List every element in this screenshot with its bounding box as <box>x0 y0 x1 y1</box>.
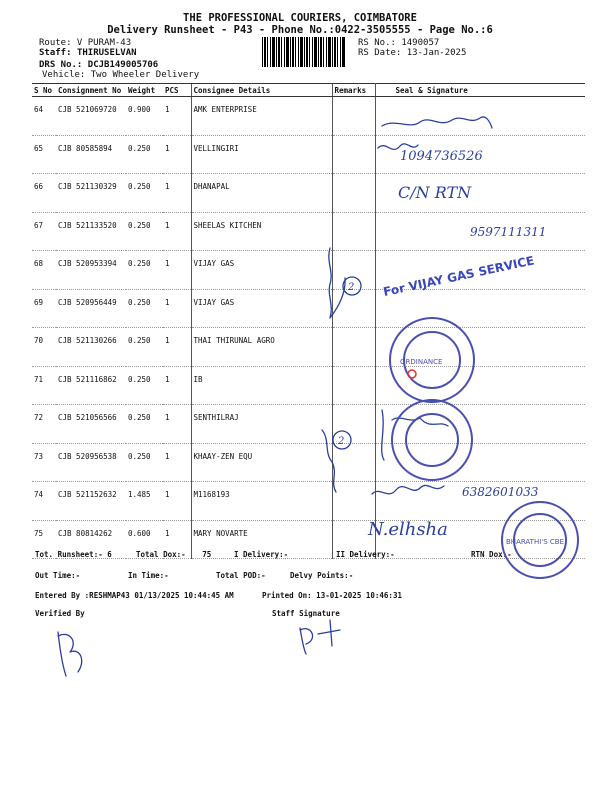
weight: 0.250 <box>126 328 163 367</box>
seal-signature <box>375 135 585 174</box>
in-time: In Time:- <box>128 571 169 580</box>
consignee: VELLINGIRI <box>191 135 332 174</box>
handwritten-phone-67: 9597111311 <box>470 225 547 239</box>
sno: 72 <box>32 405 56 444</box>
total-dox-value: 75 <box>202 550 212 559</box>
col-weight: Weight <box>126 84 163 97</box>
pcs: 1 <box>163 328 191 367</box>
seal-signature <box>375 97 585 136</box>
weight: 0.250 <box>126 251 163 290</box>
remarks <box>332 174 375 213</box>
consignee: THAI THIRUNAL AGRO <box>191 328 332 367</box>
consignment-no: CJB 521130266 <box>56 328 126 367</box>
bharathi-stamp-text: BHARATHI'S CBE <box>506 538 564 546</box>
drs-label: DRS No.: <box>39 60 83 70</box>
weight: 0.250 <box>126 366 163 405</box>
seal-signature <box>375 482 585 521</box>
seal-signature <box>375 405 585 444</box>
sno: 64 <box>32 97 56 136</box>
total-dox-label: Total Dox:- <box>136 550 186 559</box>
seal-signature <box>375 443 585 482</box>
pcs: 1 <box>163 405 191 444</box>
staff-signature: Staff Signature <box>272 609 340 618</box>
weight: 0.250 <box>126 135 163 174</box>
pcs: 1 <box>163 366 191 405</box>
out-time: Out Time:- <box>35 571 81 580</box>
handwritten-number-73: 2 <box>338 436 345 447</box>
entered-by: Entered By :RESHMAP43 01/13/2025 10:44:45 AM <box>35 591 234 600</box>
total-pod: Total POD:- <box>216 571 266 580</box>
remarks <box>332 405 375 444</box>
sno: 73 <box>32 443 56 482</box>
staff-value: THIRUSELVAN <box>76 48 137 58</box>
sno: 71 <box>32 366 56 405</box>
handwritten-phone-74: 6382601033 <box>462 485 539 499</box>
consignment-no: CJB 80585894 <box>56 135 126 174</box>
weight: 0.250 <box>126 289 163 328</box>
vehicle: Vehicle: Two Wheeler Delivery <box>42 70 200 80</box>
table-row <box>32 97 585 136</box>
ii-delivery: II Delivery:- <box>336 550 395 559</box>
consignment-no: CJB 521130329 <box>56 174 126 213</box>
delvy-points: Delvy Points:- <box>290 571 354 580</box>
consignment-no: CJB 520956538 <box>56 443 126 482</box>
pcs: 1 <box>163 482 191 521</box>
remarks <box>332 212 375 251</box>
handwritten-number-68: 2 <box>348 282 355 293</box>
weight: 0.250 <box>126 174 163 213</box>
remarks <box>332 135 375 174</box>
consignment-no: CJB 521116862 <box>56 366 126 405</box>
runsheet-table <box>32 83 585 559</box>
rs-date: RS Date: 13-Jan-2025 <box>358 48 467 58</box>
table-row <box>32 135 585 174</box>
seal-signature <box>375 251 585 290</box>
seal-signature <box>375 328 585 367</box>
weight: 0.250 <box>126 212 163 251</box>
remarks <box>332 366 375 405</box>
pcs: 1 <box>163 174 191 213</box>
i-delivery: I Delivery:- <box>234 550 289 559</box>
table-row <box>32 443 585 482</box>
weight: 0.600 <box>126 520 163 559</box>
sno: 67 <box>32 212 56 251</box>
col-remarks: Remarks <box>332 84 375 97</box>
staff-label: Staff: <box>39 48 72 58</box>
sno: 74 <box>32 482 56 521</box>
pcs: 1 <box>163 443 191 482</box>
total-runsheet: Tot. Runsheet:- 6 <box>35 550 112 559</box>
table-row <box>32 212 585 251</box>
table-row <box>32 366 585 405</box>
signature-staff <box>300 620 340 654</box>
pcs: 1 <box>163 97 191 136</box>
consignee: SHEELAS KITCHEN <box>191 212 332 251</box>
consignee: VIJAY GAS <box>191 289 332 328</box>
route: Route: V PURAM-43 <box>39 38 132 48</box>
pcs: 1 <box>163 135 191 174</box>
consignment-no: CJB 521152632 <box>56 482 126 521</box>
drs-value: DCJB149005706 <box>87 60 159 70</box>
remarks <box>332 289 375 328</box>
rtn-dox: RTN Dox:- <box>471 550 512 559</box>
seal-signature <box>375 174 585 213</box>
printed-on: Printed On: 13-01-2025 10:46:31 <box>262 591 402 600</box>
remarks <box>332 97 375 136</box>
table-row <box>32 251 585 290</box>
seal-signature <box>375 366 585 405</box>
remarks <box>332 443 375 482</box>
sno: 68 <box>32 251 56 290</box>
consignee: DHANAPAL <box>191 174 332 213</box>
consignment-no: CJB 521056566 <box>56 405 126 444</box>
sno: 65 <box>32 135 56 174</box>
consignee: MARY NOVARTE <box>191 520 332 559</box>
weight: 0.250 <box>126 405 163 444</box>
table-row <box>32 482 585 521</box>
remarks <box>332 251 375 290</box>
handwritten-note-66: C/N RTN <box>398 183 472 202</box>
total-dox <box>136 550 211 559</box>
consignee: SENTHILRAJ <box>191 405 332 444</box>
consignment-no: CJB 80814262 <box>56 520 126 559</box>
pcs: 1 <box>163 520 191 559</box>
company-title: THE PROFESSIONAL COURIERS, COIMBATORE <box>183 12 417 24</box>
consignment-no: CJB 520956449 <box>56 289 126 328</box>
staff <box>39 48 137 58</box>
pcs: 1 <box>163 212 191 251</box>
consignment-no: CJB 521069720 <box>56 97 126 136</box>
handwritten-phone-65: 1094736526 <box>400 149 483 164</box>
signature-verified <box>58 632 82 676</box>
runsheet-subtitle: Delivery Runsheet - P43 - Phone No.:0422-3505555 - Page No.:6 <box>107 24 493 36</box>
table-row <box>32 405 585 444</box>
col-consignment: Consignment No <box>56 84 126 97</box>
table-row <box>32 328 585 367</box>
col-seal-signature: Seal & Signature <box>375 84 585 97</box>
col-sno: S No <box>32 84 56 97</box>
handwritten-name-75: N.elhsha <box>368 519 448 540</box>
table-row <box>32 174 585 213</box>
col-pcs: PCS <box>163 84 191 97</box>
consignee: AMK ENTERPRISE <box>191 97 332 136</box>
weight: 0.900 <box>126 97 163 136</box>
seal-stamp-text: ORDINANCE <box>400 358 443 366</box>
table-header-row <box>32 84 585 97</box>
consignee: IB <box>191 366 332 405</box>
seal-signature <box>375 289 585 328</box>
drs-number <box>39 60 158 70</box>
seal-signature <box>375 212 585 251</box>
consignee: M1168193 <box>191 482 332 521</box>
pcs: 1 <box>163 289 191 328</box>
consignment-no: CJB 520953394 <box>56 251 126 290</box>
verified-by: Verified By <box>35 609 85 618</box>
table-row <box>32 289 585 328</box>
col-consignee: Consignee Details <box>191 84 332 97</box>
sno: 75 <box>32 520 56 559</box>
rs-number: RS No.: 1490057 <box>358 38 440 48</box>
weight: 1.485 <box>126 482 163 521</box>
vijay-gas-stamp: For VIJAY GAS SERVICE <box>381 253 536 300</box>
sno: 70 <box>32 328 56 367</box>
consignee: KHAAY-ZEN EQU <box>191 443 332 482</box>
barcode <box>262 37 346 67</box>
remarks <box>332 482 375 521</box>
weight: 0.250 <box>126 443 163 482</box>
consignee: VIJAY GAS <box>191 251 332 290</box>
sno: 69 <box>32 289 56 328</box>
sno: 66 <box>32 174 56 213</box>
remarks <box>332 328 375 367</box>
pcs: 1 <box>163 251 191 290</box>
consignment-no: CJB 521133520 <box>56 212 126 251</box>
